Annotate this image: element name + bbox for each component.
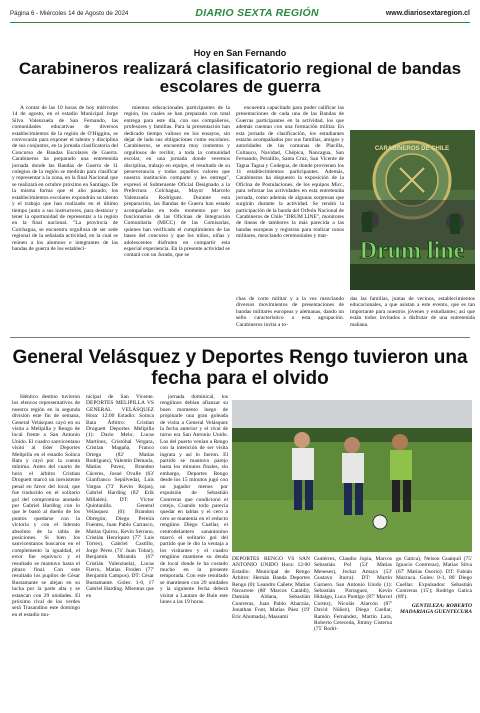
article1-kicker: Hoy en San Fernando (193, 48, 287, 58)
article1-column-1: A contar de las 10 horas de hoy miércoles 14 de agosto, en el estadio Municipal Jorge Silva Valenzuela de San Fernando, las comunidades educativas de diversos establecimientos de la región de O'Higgins, se convocarán para exponer el talento y disciplina de sus conjuntos, en la jornada clasificatoria del Concurso de Bandas Escolares de Guerra. Carabineros ha preparado una entretenida jornada donde las Bandas de Guerra de 11 colegios de la región se medirán para clasificar y representar a la zona, en la final Nacional que se realizará en octubre próximo en Santiago. De la misma forma que el año pasado, los establecimientos escolares expondrán su talento y el trabajo que han realizado en el último tiempo junto a sus instructores, para destacar y tener la oportunidad de representar a la región en la final nacional. "La provincia de Colchagua, se encuentra orgullosa de ser sede regional de la señalada actividad, en la cual se reúnen a los alumnos e integrantes de las bandas de guerra de los estableci- (12, 105, 118, 252)
article2-column-4: DEPORTES RENGO VS SAN ANTONIO UNIDO Hora: 12:00 Estadio: Municipal de Rengo Árbitro: Hernán Banda Deportes Rengo (0): Leandro Cañete; Matías Navarrete (88' Marcos Cataldi), Damián Aldana, Sebastián Contreras, Juan Pablo Abarzúa, Jonathan Font, Matías Páez (19' Eric Ahumada), Massami (232, 556, 310, 620)
article1-column-3: encuentra capacitado para poder calificar las presentaciones de cada una de las Bandas de Guerras participantes en la actividad, los que además cuentan con una formación militar. En esta jornada de clasificación, los estudiantes estarán acompañados por sus familias, amigos y autoridades de las comunas de Placilla, Coltauco, Navidad, Chépica, Nancagua, San Fernando, Peralillo, Santa Cruz, San Vicente de Tagua Tagua y Codegua, de donde provienen los 11 establecimientos participantes. Además, Carabineros ha dispuesto la exposición de la Oficina de Postulaciones, de los equipos Micc, para reforzar las actividades en esta entretenida jornada, como además de algunas sorpresas que surgirán durante la actividad. Se tendrá la participación de la banda del Orfeón Nacional de Carabineros de Chile "DRUM LINE", monitores de líneas de tambores la más parecida a las bandas europeas y registran para realizar tonos militares, mezclando ceremoniales y mar- (236, 105, 344, 240)
page-header (10, 4, 470, 23)
article2-column-1: Idéntico destino tuvieron los elencos representativos de nuestra región en la segunda división este fin de semana, General Velásquez cayó en su visita a Melipilla y Rengo de local frente a San Antonio Unido. El cuadro sanvicentano visitó al líder Deportes Melipilla en el estadio Soinca Bata y cayó por la cuenta mínima. Antes del cuarto de hora el árbitro Cristian Droguett marcó un inexistente penal en favor del local, que fue traducido en el solitario gol del compromiso anotado por Gabriel Harding con lo que le bastó al dueño de los puntos quedarse con la victoria y con el liderato absoluto de la tabla de posiciones. Si bien los sanvicentanos buscaron en el complemento la igualdad, el error fue equivoco y el resultado se mantuvo hasta el pitazo final. Con este resultado los pupilos de César Bustamante se alejan en su lucha por la parte alta y se estancan con 29 unidades. El próximo rival de los verdes será Trasandino este domingo en el estadio mu- (12, 394, 80, 618)
article2-column-2: nicipal de San Vicente. DEPORTES MELIPILLA VS GENERAL VELÁSQUEZ Hora: 12:00 Estadio: Soinca Bata Árbitro: Cristian Droguett Deportes Melipilla (1): Dario Melo; Lucas Martínez, Cristóbal Vergara, Cristian Magaña, Franco Ortega (82' Matías Rodríguez), Valentín Demaría, Matías Pavez, Brandon Cáceres, Josué Ovalle (63' Gianfranco Sepúlveda), Luis Vargas (73' Kevin Rojas), Gabriel Harding (82' Erik Millalén). DT: Víctor Quintanilla. General Velásquez (0): Brandon Obregón; Diego Pereira Fuentes, Juan Pablo Carrasco, Matías Quiroz, Kevin Serrano, Cristián Henríquez (77' Luis Torres), Gabriel Castillo, Jorge Pérez (71' Juan Tobar), Benjamín Miranda (67' Cristián Valenzuela), Lucas Fierro, Matías Froden (77' Benjamín Campos). DT: César Bustamante. Goles: 1-0, 17 Gabriel Harding. Mientras que en (86, 394, 154, 599)
page-date: Página 6 - Miércoles 14 de Agosto de 2024 (10, 9, 129, 17)
article2-column-6: go Gatica), Nelson Guaiquil (75' Ignacio Contreras), Matías Silva (67' Matías Osorio). DT: Fabián Marzuca. Goles: 0-1, 86' Diego Cuellar. Expulsados: Sebastián Contreras (15'); Rodrigo Gatica (89'). GENTILEZA: ROBERTO MADARIAGA GUENTECURA (396, 556, 472, 616)
article2-column-5: Gutiérrez, Claudio Jopia, Marcos Sebastián Pol (53' Matías Meneses), Jeckar Amaya (53' Gustavo Iturra). DT: Martín Garnero. San Antonio Unido (1): Sebastián Parraguez, Kevin Hidalgo, Luca Pontigo (87' Marcel Cortez), Nicolás Alarcón (87' David Núñez), Diego Cuellar, Ramón Fernández, Martín Lara, Roberto Cereceda, Jimmy Cisterna (75' Rodri- (314, 556, 392, 633)
article1-column-2: mientos educacionales participantes de la región, los cuales se han preparado con total entrega para este día, con sus compañeros, profesores y familias. Para la presentación han dedicado tiempo valioso en los ensayos, sin dejar de lado sus obligaciones como escolares. Carabineros, se encuentra muy contentos y orgullosos de recibir, a toda la comunidad escolar, en una jornada donde veremos disciplina, trabajo en equipo, el resultado de su perseverancia y todos aquellos valores que nuestra institución comparte y les entrega", expresó el Subteniente Oficial Designado a la Prefectura Colchagua, Mayor Marcelo Valenzuela Rodríguez. Durante esta preparación, las Bandas de Guerra han estado acompañadas en todo momento por los funcionarios de las Oficinas de Integración Comunitaria (MICC) de las Comisarías, quienes han verificado el cumplimiento de las bases del concurso y que los niños, niñas y adolescentes disfruten en compartir esta especial experiencia. En la presente actividad se contará con un Jurado, que se (124, 105, 230, 259)
newspaper-name: DIARIO SEXTA REGIÓN (195, 7, 319, 19)
article1-column-4: das las familias, juntas de vecinos, establecimientos educacionales, a que asistan a este evento, que es tan importante para nuestros jóvenes y estudiantes; así que están todos invitados a disfrutar de una entretenida mañana. (350, 296, 475, 328)
football-match-photo (232, 400, 472, 552)
carabineros-seal: CARABINEROS DE CHILE (374, 146, 450, 152)
article1-headline: Carabineros realizará clasificatorio regional de bandas escolares de guerra (18, 59, 462, 96)
drum-line-logo-text: Drum line (359, 238, 465, 264)
section-divider (10, 337, 470, 338)
article2-column-3: jornada dominical, los rengüinos debían afianzar su buen momento luego de propinarle una gran goleada de visita a General Velásquez la fecha anterior y el rival de turno era San Antonio Unido. Los del puerto venían a Rengo con la intención de ser visita ingrata y así lo fueron. El partido se mantuvo parejo hasta los minutos finales, sin embargo, Deportes Rengo desde los 15 minutos jugó con un jugador menos por expulsión de Sebastián Contreras que condicionó el cotejo. Cuando todo parecía quedar en tablas y el cero a cero se mantenía en el reducto rengüino Diego Cuellar, el centrodelantero sanantonino marcó el solitario gol del partido que le dio la ventaja a los visitantes y el cuadro rengüino mantiene su deuda de local donde le ha costado mucho en la presente temporada. Con este resultado se mantienen con 29 unidades y la siguiente fecha deberá visitar a Lautaro de Buin este lunes a las 19 horas. (160, 394, 228, 605)
website-url: www.diariosextaregion.cl (385, 9, 470, 17)
article2-signature: GENTILEZA: ROBERTO MADARIAGA GUENTECURA (400, 602, 472, 616)
drum-line-photo (350, 130, 475, 290)
article2-headline: General Velásquez y Deportes Rengo tuvieron una fecha para el olvido (12, 347, 468, 389)
article1-column-3b: chas de corte militar y a la vez mezclando diversos movimientos de presentaciones de bandas militares europeas y alemanas, dando un sello característico a esta agrupación. Carabineros invita a to- (236, 296, 344, 328)
